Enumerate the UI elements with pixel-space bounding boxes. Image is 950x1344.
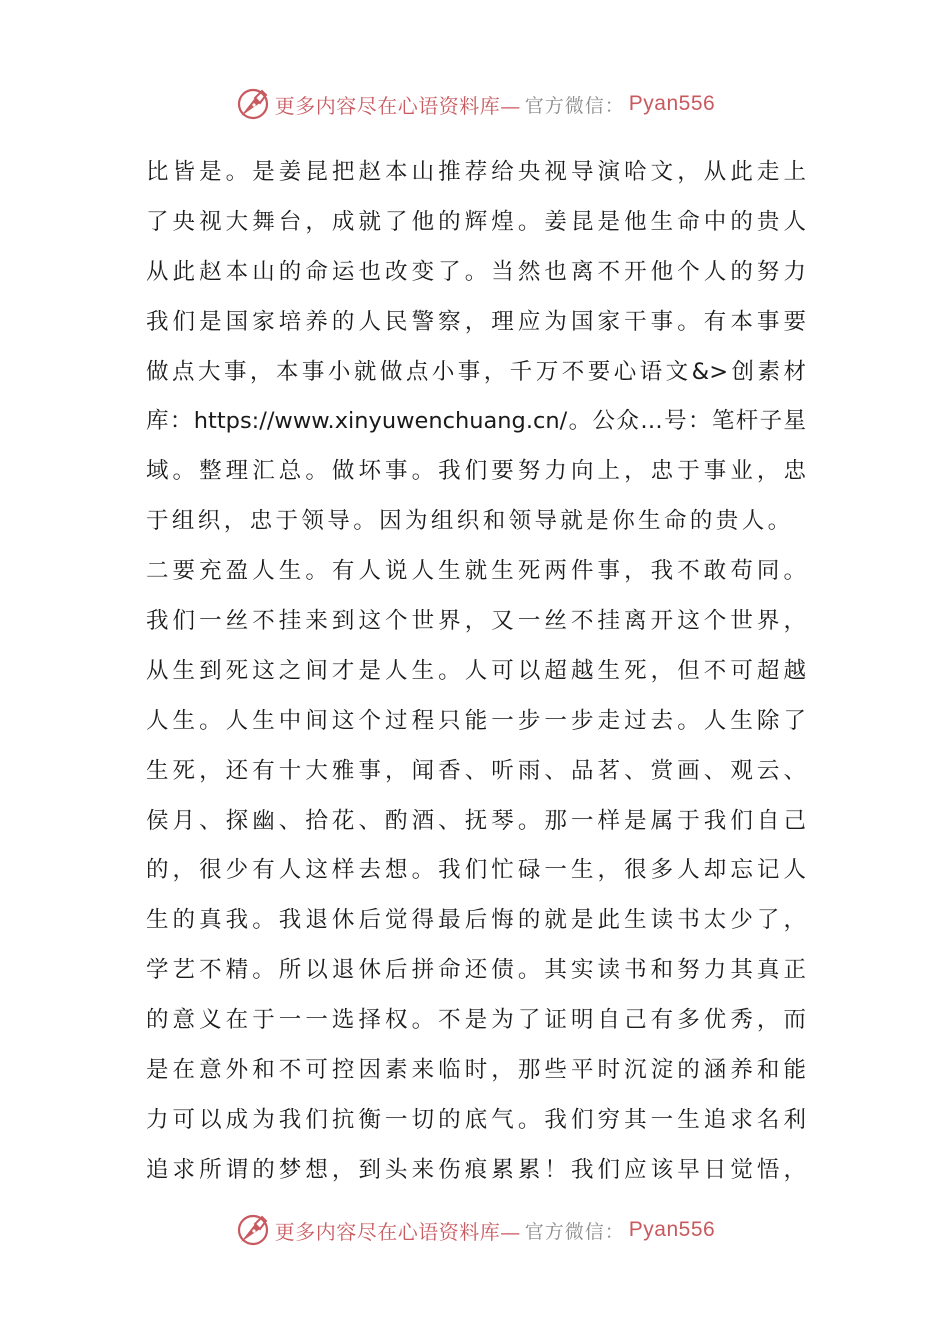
body-line: 库：https://www.xinyuwenchuang.cn/。公众…号：笔杆子星	[146, 408, 806, 435]
body-line: 是在意外和不可控因素来临时，那些平时沉淀的涵养和能	[146, 1057, 806, 1084]
body-line: 学艺不精。所以退休后拼命还债。其实读书和努力其真正	[146, 957, 806, 984]
banner-wechat-label: 官方微信：	[524, 1220, 625, 1243]
body-line: 生的真我。我退休后觉得最后悔的就是此生读书太少了，	[146, 907, 806, 934]
banner-wechat-id: Pyan556	[628, 92, 716, 115]
banner-site-text: 更多内容尽在心语资料库—	[274, 1219, 521, 1244]
body-line: 侯月、探幽、拾花、酌酒、抚琴。那一样是属于我们自己	[146, 807, 806, 834]
body-line: 于组织，忠于领导。因为组织和领导就是你生命的贵人。	[146, 508, 794, 535]
body-line: 的，很少有人这样去想。我们忙碌一生，很多人却忘记人	[146, 857, 806, 884]
document-body	[146, 148, 806, 1196]
body-line: 从此赵本山的命运也改变了。当然也离不开他个人的努力	[146, 258, 806, 285]
body-line: 的意义在于一一选择权。不是为了证明自己有多优秀，而	[146, 1007, 806, 1034]
body-line: 比皆是。是姜昆把赵本山推荐给央视导演哈文，从此走上	[146, 159, 806, 185]
header-banner	[0, 84, 950, 124]
banner-wechat-label: 官方微信：	[524, 94, 625, 117]
body-line: 追求所谓的梦想，到头来伤痕累累！我们应该早日觉悟，	[146, 1156, 806, 1183]
body-line: 了央视大舞台，成就了他的辉煌。姜昆是他生命中的贵人	[146, 208, 806, 235]
body-line: 力可以成为我们抗衡一切的底气。我们穷其一生追求名利	[146, 1106, 806, 1133]
pen-nib-logo-icon	[235, 86, 271, 122]
body-line: 做点大事，本事小就做点小事，千万不要心语文&>创素材	[146, 358, 806, 385]
banner-wechat-id: Pyan556	[628, 1218, 716, 1241]
body-line: 我们是国家培养的人民警察，理应为国家干事。有本事要	[146, 308, 806, 335]
body-line: 人生。人生中间这个过程只能一步一步走过去。人生除了	[146, 707, 806, 734]
body-line: 域。整理汇总。做坏事。我们要努力向上，忠于事业，忠	[146, 458, 806, 485]
pen-nib-logo-icon	[235, 1212, 271, 1248]
body-line: 我们一丝不挂来到这个世界，又一丝不挂离开这个世界，	[146, 608, 806, 635]
body-line: 二要充盈人生。有人说人生就生死两件事，我不敢苟同。	[146, 558, 806, 585]
footer-banner	[0, 1210, 950, 1250]
banner-site-text: 更多内容尽在心语资料库—	[274, 93, 521, 118]
body-line: 生死，还有十大雅事，闻香、听雨、品茗、赏画、观云、	[146, 757, 806, 784]
body-line: 从生到死这之间才是人生。人可以超越生死，但不可超越	[146, 657, 806, 684]
